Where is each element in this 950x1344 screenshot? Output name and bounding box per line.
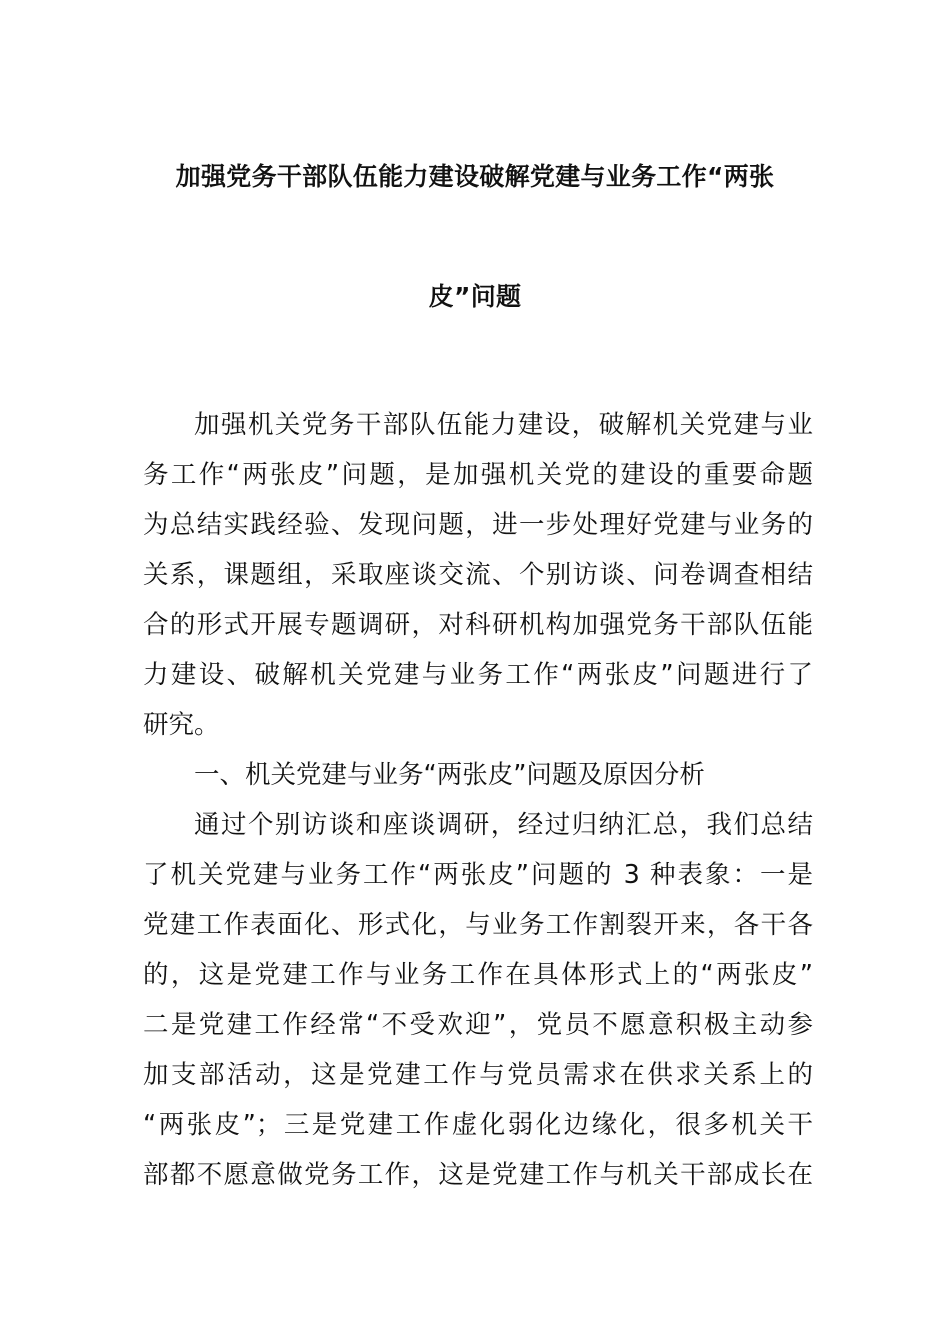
paragraph-intro-line-7: 研究。 [143,710,220,740]
paragraph-analysis-line-7: “两张皮”；三是党建工作虚化弱化边缘化，很多机关干 [143,1110,813,1140]
paragraph-intro-line-6: 力建设、破解机关党建与业务工作“两张皮”问题进行了 [143,660,813,690]
section-heading-1: 一、机关党建与业务“两张皮”问题及原因分析 [194,760,705,790]
paragraph-analysis-line-2: 了机关党建与业务工作“两张皮”问题的 3 种表象：一是 [143,860,813,890]
paragraph-intro-line-5: 合的形式开展专题调研，对科研机构加强党务干部队伍能 [143,610,813,640]
paragraph-analysis-line-1: 通过个别访谈和座谈调研，经过归纳汇总，我们总结 [194,810,813,840]
paragraph-analysis-line-6: 加支部活动，这是党建工作与党员需求在供求关系上的 [143,1060,813,1090]
document-title-line-1: 加强党务干部队伍能力建设破解党建与业务工作“两张 [175,162,775,191]
paragraph-intro-line-2: 务工作“两张皮”问题，是加强机关党的建设的重要命题 [143,460,813,490]
paragraph-analysis-line-5: 二是党建工作经常“不受欢迎”，党员不愿意积极主动参 [143,1010,813,1040]
paragraph-analysis-line-4: 的，这是党建工作与业务工作在具体形式上的“两张皮” [143,960,813,990]
document-body [143,400,813,1200]
document-title-line-2: 皮”问题 [428,282,522,311]
paragraph-intro-line-1: 加强机关党务干部队伍能力建设，破解机关党建与业 [194,410,813,440]
paragraph-intro-line-3: 为总结实践经验、发现问题，进一步处理好党建与业务的 [143,510,813,540]
paragraph-analysis-line-3: 党建工作表面化、形式化，与业务工作割裂开来，各干各 [143,910,813,940]
paragraph-analysis-line-8: 部都不愿意做党务工作，这是党建工作与机关干部成长在 [143,1160,813,1190]
paragraph-intro-line-4: 关系，课题组，采取座谈交流、个别访谈、问卷调查相结 [143,560,813,590]
